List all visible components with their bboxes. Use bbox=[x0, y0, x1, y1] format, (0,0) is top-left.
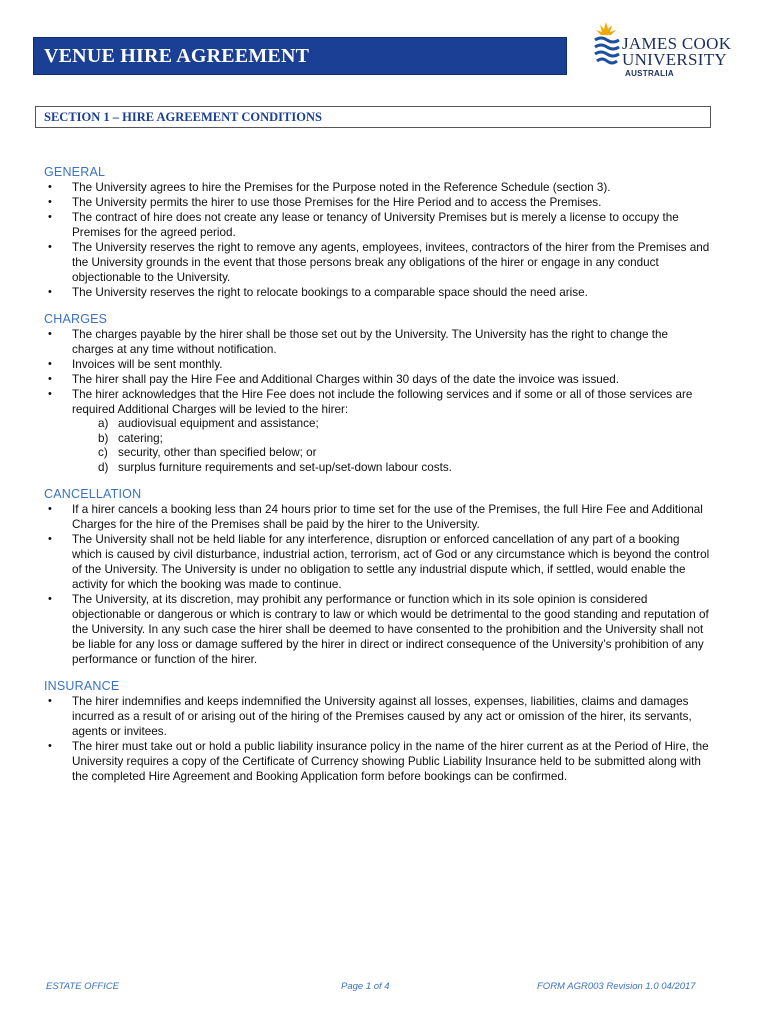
bullet-icon: • bbox=[48, 358, 52, 370]
list-item: • The University reserves the right to remove any agents, employees, invitees, contractors of the hirer from the Premises and the University grounds in the event that those persons break any obligations of the hirer or engage in any conduct objectionable to the University. bbox=[48, 241, 710, 284]
list-item: • The University permits the hirer to use those Premises for the Hire Period and to access the Premises. bbox=[48, 196, 602, 209]
sublist-item: a) audiovisual equipment and assistance; bbox=[98, 417, 319, 430]
list-item: • The University agrees to hire the Premises for the Purpose noted in the Reference Schedule (section 3). bbox=[48, 181, 611, 194]
document-title: VENUE HIRE AGREEMENT bbox=[44, 45, 310, 67]
list-item: • The University, at its discretion, may prohibit any performance or function which in its sole opinion is considered objectionable or dangerous or which is contrary to law or which would be detrimental to the good standing and reputation of the University. In any such case the hirer shall be deemed to have consented to the prohibition and the University shall not be liable for any loss or damage suffered by the hirer in direct or indirect consequence of the University’s prohibition of any performance or function of the hirer. bbox=[48, 593, 709, 666]
list-item: • The University reserves the right to relocate bookings to a comparable space should the need arise. bbox=[48, 286, 588, 299]
bullet-icon: • bbox=[48, 328, 52, 340]
logo-line-2: UNIVERSITY bbox=[622, 50, 727, 69]
general-list bbox=[44, 180, 712, 300]
bullet-icon: • bbox=[48, 533, 52, 545]
insurance-heading: INSURANCE bbox=[44, 679, 120, 693]
bullet-icon: • bbox=[48, 241, 52, 253]
sublist-item: b) catering; bbox=[98, 431, 163, 445]
list-item: • The charges payable by the hirer shall be those set out by the University. The University has the right to change the charges at any time without notification. bbox=[48, 328, 668, 356]
sublist-item: d) surplus furniture requirements and set-up/set-down labour costs. bbox=[98, 460, 452, 474]
cancellation-heading: CANCELLATION bbox=[44, 487, 142, 501]
bullet-icon: • bbox=[48, 196, 52, 208]
list-item: • The hirer shall pay the Hire Fee and Additional Charges within 30 days of the date the invoice was issued. bbox=[48, 373, 620, 386]
footer-office: ESTATE OFFICE bbox=[46, 981, 120, 992]
bullet-icon: • bbox=[48, 503, 52, 515]
logo-emblem-icon bbox=[590, 20, 624, 70]
sublist-item: c) security, other than specified below; or bbox=[98, 446, 317, 459]
list-item: • The University shall not be held liable for any interference, disruption or enforced cancellation of any part of a booking which is caused by civil disturbance, industrial action, terrorism, act of God or any circumstance which is beyond the control of the University. The University is under no obligation to settle any industrial dispute which, if settled, would enable the activity for which the booking was made to continue. bbox=[48, 533, 710, 591]
footer-form-revision: FORM AGR003 Revision 1.0 04/2017 bbox=[537, 981, 696, 992]
bullet-icon: • bbox=[48, 211, 52, 223]
bullet-icon: • bbox=[48, 286, 52, 298]
bullet-icon: • bbox=[48, 388, 52, 400]
list-item: • The hirer must take out or hold a public liability insurance policy in the name of the hirer current as at the Period of Hire, the University requires a copy of the Certificate of Currency showing Public Liability Insurance held to be submitted along with the completed Hire Agreement and Booking Application form before bookings can be confirmed. bbox=[48, 740, 709, 783]
logo-subtitle: AUSTRALIA bbox=[625, 69, 674, 78]
list-item: • If a hirer cancels a booking less than 24 hours prior to time set for the use of the Premises, the full Hire Fee and Additional Charges for the hire of the Premises shall be paid by the hirer to the University. bbox=[48, 503, 703, 531]
document-title-bar bbox=[33, 37, 567, 75]
list-item: • Invoices will be sent monthly. bbox=[48, 358, 223, 371]
logo-wordmark bbox=[622, 36, 731, 68]
footer-page-number: Page 1 of 4 bbox=[341, 981, 390, 992]
list-item: • The hirer acknowledges that the Hire Fee does not include the following services and if some or all of those services are required Additional Charges will be levied to the hirer: a) audiovisual equipment and assistance; b) catering; c) security, other than specified below; or d) surplus furniture requirements and set-up/set-down labour costs. bbox=[44, 387, 712, 475]
document-body bbox=[44, 165, 712, 784]
section-title: SECTION 1 – HIRE AGREEMENT CONDITIONS bbox=[44, 110, 322, 124]
charges-sublist bbox=[72, 417, 712, 475]
bullet-icon: • bbox=[48, 740, 52, 752]
bullet-icon: • bbox=[48, 181, 52, 193]
university-logo bbox=[590, 20, 740, 82]
list-item: • The contract of hire does not create any lease or tenancy of University Premises but is merely a license to occupy the Premises for the agreed period. bbox=[48, 211, 679, 239]
charges-heading: CHARGES bbox=[44, 312, 108, 326]
charges-list bbox=[44, 327, 712, 475]
bullet-icon: • bbox=[48, 373, 52, 385]
cancellation-list bbox=[44, 502, 712, 667]
list-item: • The hirer indemnifies and keeps indemnified the University against all losses, expenses, liabilities, claims and damages incurred as a result of or arising out of the hiring of the Premises caused by any act or omission of the hirer, its servants, agents or invitees. bbox=[48, 695, 692, 738]
insurance-list bbox=[44, 694, 712, 784]
logo-line-1: JAMES COOK bbox=[622, 34, 732, 53]
bullet-icon: • bbox=[48, 695, 52, 707]
general-heading: GENERAL bbox=[44, 165, 106, 179]
section-heading-box bbox=[35, 106, 711, 128]
bullet-icon: • bbox=[48, 593, 52, 605]
